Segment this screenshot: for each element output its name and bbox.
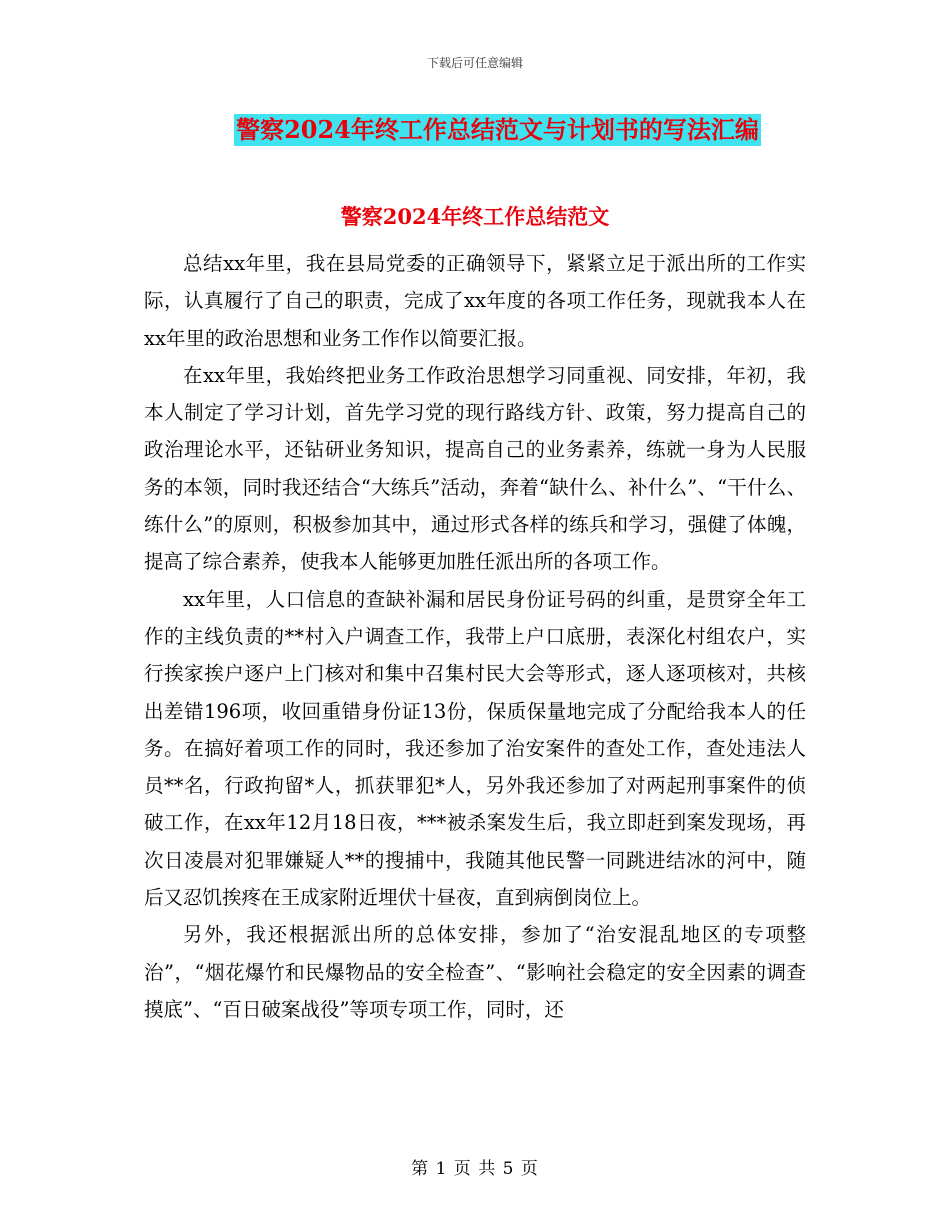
- document-body: [144, 245, 806, 1028]
- paragraph: 总结xx年里，我在县局党委的正确领导下，紧紧立足于派出所的工作实际，认真履行了自己的职责，完成了xx年度的各项工作任务，现就我本人在xx年里的政治思想和业务工作作以简要汇报。: [144, 252, 806, 350]
- page-number: 第 1 页 共 5 页: [411, 1159, 539, 1179]
- main-title-container: [0, 114, 950, 146]
- document-main-title: 警察2024年终工作总结范文与计划书的写法汇编: [236, 115, 759, 144]
- paragraph: xx年里，人口信息的查缺补漏和居民身份证号码的纠重，是贯穿全年工作的主线负责的**村入户调查工作，我带上户口底册，表深化村组农户，实行挨家挨户逐户上门核对和集中召集村民大会等形式，逐人逐项核对，共核出差错196项，收回重错身份证13份，保质保量地完成了分配给我本人的任务。在搞好着项工作的同时，我还参加了治安案件的查处工作，查处违法人员**名，行政拘留*人，抓获罪犯*人，另外我还参加了对两起刑事案件的侦破工作，在xx年12月18日夜，***被杀案发生后，我立即赶到案发现场，再次日凌晨对犯罪嫌疑人**的搜捕中，我随其他民警一同跳进结冰的河中，随后又忍饥挨疼在王成家附近埋伏十昼夜，直到病倒岗位上。: [144, 587, 806, 910]
- page-header-note: 下载后可任意编辑: [426, 56, 523, 70]
- section-title: 警察2024年终工作总结范文: [340, 204, 610, 229]
- paragraph: 在xx年里，我始终把业务工作政治思想学习同重视、同安排，年初，我本人制定了学习计划，首先学习党的现行路线方针、政策，努力提高自己的政治理论水平，还钻研业务知识，提高自己的业务素养，练就一身为人民服务的本领，同时我还结合“大练兵”活动，奔着“缺什么、补什么”、“干什么、练什么”的原则，积极参加其中，通过形式各样的练兵和学习，强健了体魄，提高了综合素养，使我本人能够更加胜任派出所的各项工作。: [144, 363, 806, 574]
- paragraph: 另外，我还根据派出所的总体安排，参加了“治安混乱地区的专项整治”，“烟花爆竹和民爆物品的安全检查”、“影响社会稳定的安全因素的调查摸底”、“百日破案战役”等项专项工作，同时，还: [144, 923, 806, 1021]
